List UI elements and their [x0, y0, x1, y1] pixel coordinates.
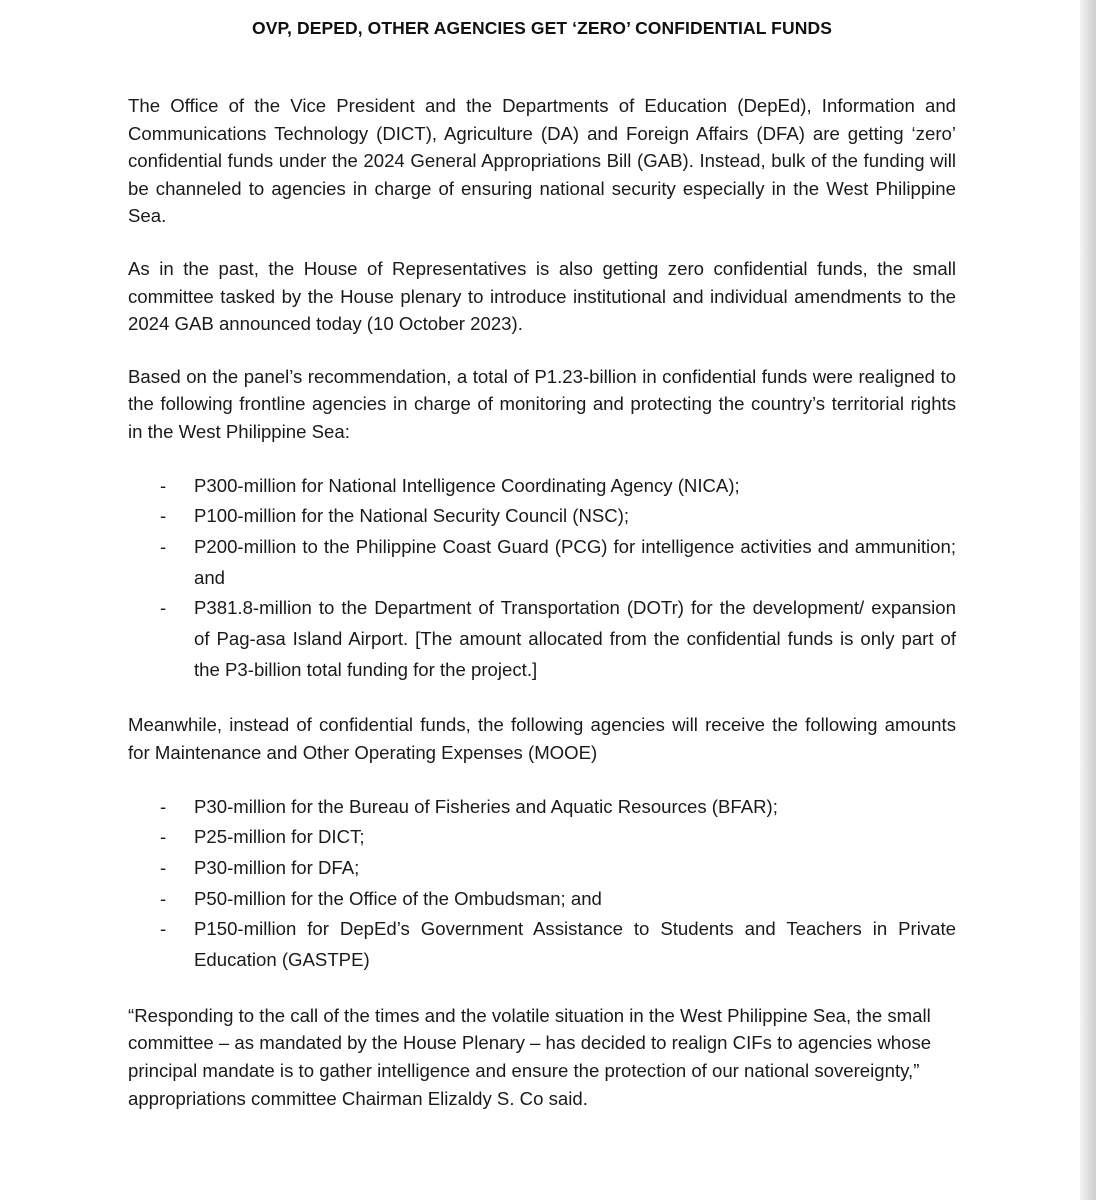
bullet-dash: -: [160, 474, 167, 496]
bullet-dash: -: [160, 597, 167, 619]
list-item: [128, 884, 956, 915]
page-edge-shadow: [1080, 0, 1096, 1200]
paragraph-realignment: Based on the panel’s recommendation, a total of P1.23-billion in confidential funds were realigned to the following frontline agencies in charge of monitoring and protecting the country’s territorial rights in the West Philippine Sea:: [128, 365, 956, 442]
list-item: [128, 853, 956, 884]
list-item: [128, 822, 956, 853]
paragraph-house: As in the past, the House of Representatives is also getting zero confidential funds, the small committee tasked by the House plenary to introduce institutional and individual amendments to the 2024 GAB announced today (10 October 2023).: [128, 257, 956, 335]
bullet-dash: -: [160, 918, 167, 940]
list-item-text: P50-million for the Office of the Ombudsman; and: [194, 887, 602, 909]
document-title: OVP, DEPED, OTHER AGENCIES GET ‘ZERO’ CONFIDENTIAL FUNDS: [252, 18, 832, 38]
list-item: [128, 792, 956, 823]
list-item: [128, 914, 956, 975]
bullet-dash: -: [160, 535, 167, 557]
mooe-allocation-list: [128, 792, 956, 976]
bullet-dash: -: [160, 795, 167, 817]
list-item-text: P30-million for DFA;: [194, 857, 360, 879]
paragraph-mooe: Meanwhile, instead of confidential funds, the following agencies will receive the following amounts for Maintenance and Other Operating Expenses (MOOE): [128, 714, 956, 764]
list-item-text: P30-million for the Bureau of Fisheries and Aquatic Resources (BFAR);: [194, 795, 778, 817]
list-item-text: P25-million for DICT;: [194, 826, 365, 848]
document-body: [128, 14, 956, 1137]
list-item-text: P300-million for National Intelligence Coordinating Agency (NICA);: [194, 474, 740, 496]
confidential-realignment-list: [128, 471, 956, 686]
paragraph-intro: The Office of the Vice President and the Departments of Education (DepEd), Information and Communications Technology (DICT), Agriculture (DA) and Foreign Affairs (DFA) are getting ‘zero’ confidential funds under the 2024 General Appropriations Bill (GAB). Instead, bulk of the funding will be channeled to agencies in charge of ensuring national security especially in the West Philippine Sea.: [128, 95, 956, 227]
list-item-text: P200-million to the Philippine Coast Guard (PCG) for intelligence activities and ammunition; and: [194, 535, 956, 588]
list-item: [128, 471, 956, 502]
list-item-text: P150-million for DepEd’s Government Assistance to Students and Teachers in Private Education (GASTPE): [194, 918, 956, 971]
bullet-dash: -: [160, 826, 167, 848]
bullet-dash: -: [160, 857, 167, 879]
list-item: [128, 532, 956, 593]
list-item: [128, 501, 956, 532]
list-item: [128, 593, 956, 685]
list-item-text: P381.8-million to the Department of Transportation (DOTr) for the development/ expansion of Pag-asa Island Airport. [The amount allocated from the confidential funds is only part of the P3-billion total funding for the project.]: [194, 597, 956, 680]
list-item-text: P100-million for the National Security Council (NSC);: [194, 505, 630, 527]
paragraph-quote: “Responding to the call of the times and the volatile situation in the West Philippine Sea, the small committee – as mandated by the House Plenary – has decided to realign CIFs to agencies whose principal mandate is to gather intelligence and ensure the protection of our national sovereignty,” appropriations committee Chairman Elizaldy S. Co said.: [128, 1004, 932, 1109]
bullet-dash: -: [160, 887, 167, 909]
bullet-dash: -: [160, 505, 167, 527]
